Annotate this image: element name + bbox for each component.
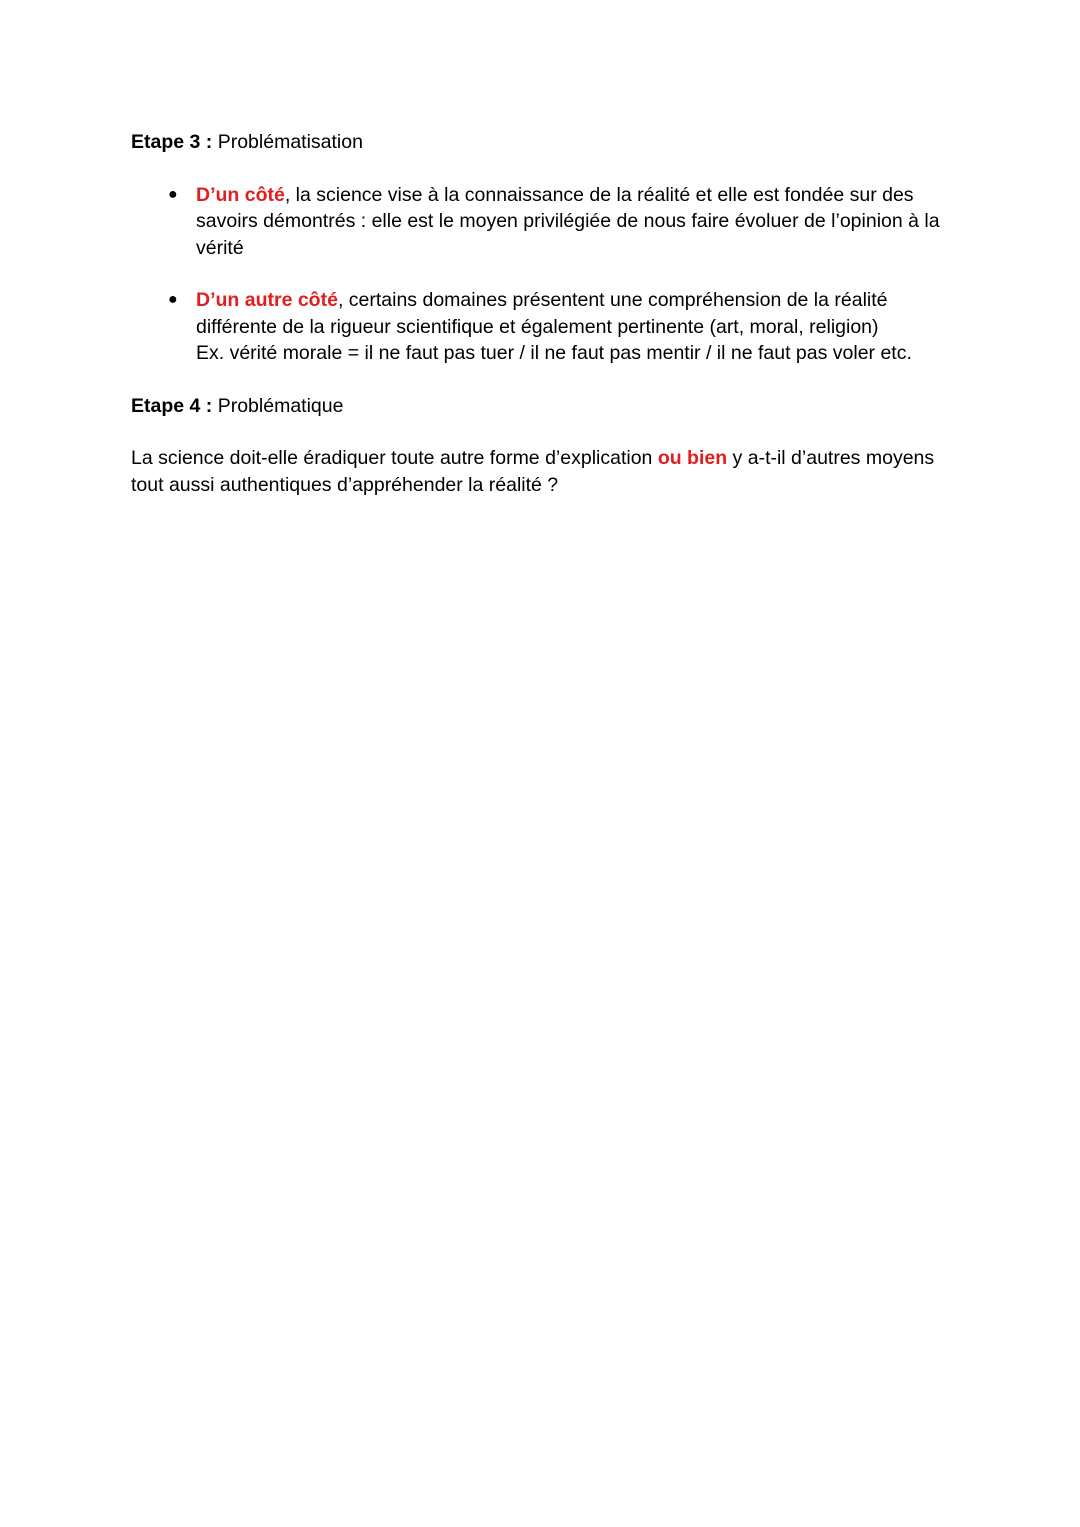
problematique-question	[131, 445, 961, 498]
bullet-icon: ●	[168, 291, 178, 308]
bullet-example: Ex. vérité morale = il ne faut pas tuer / il ne faut pas mentir / il ne faut pas voler etc.	[196, 342, 912, 364]
list-item	[131, 287, 961, 367]
bullet-icon: ●	[168, 185, 178, 203]
problematisation-list	[131, 182, 961, 262]
bullet-highlight: D’un côté	[196, 183, 285, 206]
problematisation-list-2	[131, 287, 961, 367]
bullet-text: , la science vise à la connaissance de la réalité et elle est fondée sur des savoirs démontrés : elle est le moyen privilégiée de nous faire évoluer de l’opinion à la vérité	[196, 183, 940, 259]
step3-title: Problématisation	[217, 131, 363, 153]
step3-heading	[131, 129, 961, 156]
question-part1: La science doit-elle éradiquer toute autre forme d’explication	[131, 447, 658, 469]
question-highlight: ou bien	[657, 447, 728, 469]
step4-heading	[131, 393, 961, 420]
bullet-text: , certains domaines présentent une compréhension de la réalité différente de la rigueur scientifique et également pertinente (art, moral, religion)	[196, 289, 888, 338]
list-item	[131, 182, 961, 262]
step3-label: Etape 3 :	[131, 131, 213, 153]
bullet-highlight: D’un autre côté	[196, 289, 338, 311]
step4-title: Problématique	[217, 394, 344, 417]
question-part2: y a-t-il d’autres moyens tout aussi authentiques d’appréhender la réalité ?	[131, 447, 935, 496]
document-content	[131, 129, 961, 498]
step4-label: Etape 4 :	[131, 394, 213, 417]
